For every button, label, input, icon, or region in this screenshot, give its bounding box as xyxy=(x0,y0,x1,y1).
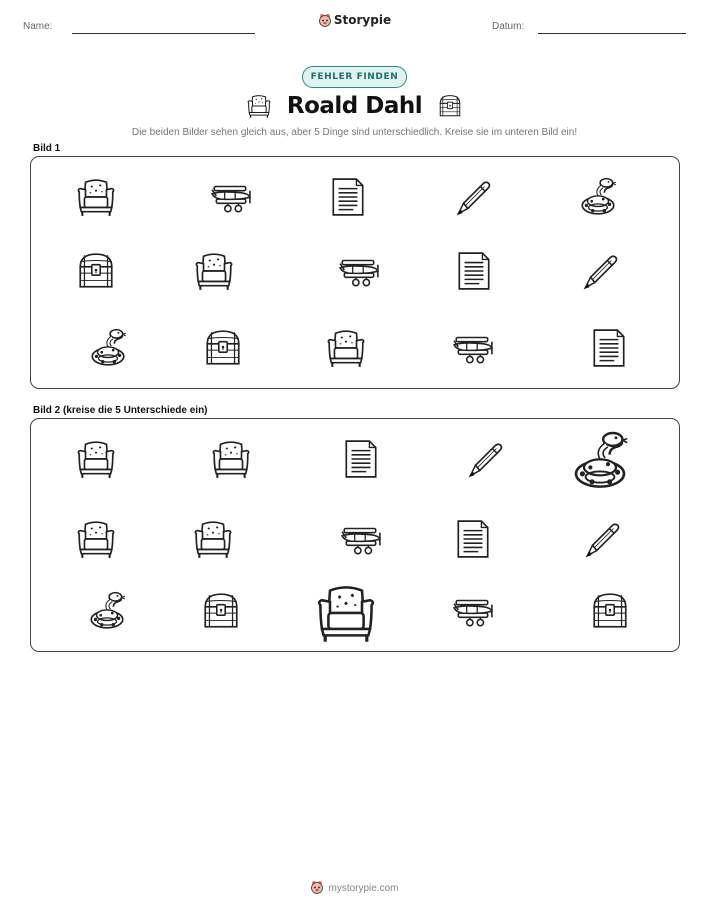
picture2-panel[interactable] xyxy=(30,418,680,652)
treasure-chest-icon[interactable] xyxy=(75,250,117,292)
brand-logo xyxy=(0,13,709,27)
document-icon[interactable] xyxy=(340,438,382,480)
pencil-icon[interactable] xyxy=(580,250,622,292)
armchair-icon[interactable] xyxy=(210,438,252,480)
picture1-label: Bild 1 xyxy=(33,143,61,154)
pencil-icon[interactable] xyxy=(465,438,507,480)
storypie-mascot-icon xyxy=(318,13,332,27)
page-title: Roald Dahl xyxy=(286,93,423,119)
armchair-icon[interactable] xyxy=(75,438,117,480)
armchair-icon[interactable] xyxy=(325,327,367,369)
date-label: Datum: xyxy=(492,21,525,32)
treasure-chest-icon[interactable] xyxy=(589,590,631,632)
instructions: Die beiden Bilder sehen gleich aus, aber 5 Dinge sind unterschiedlich. Kreise sie im unteren Bild ein! xyxy=(131,127,578,138)
snake-icon[interactable] xyxy=(86,590,128,632)
snake-icon[interactable] xyxy=(577,176,619,218)
pencil-icon[interactable] xyxy=(453,176,495,218)
biplane-icon[interactable] xyxy=(338,250,380,292)
picture2-label: Bild 2 (kreise die 5 Unterschiede ein) xyxy=(33,405,208,416)
name-line[interactable] xyxy=(72,33,255,34)
biplane-icon[interactable] xyxy=(452,327,494,369)
snake-icon[interactable] xyxy=(568,429,632,493)
document-icon[interactable] xyxy=(453,250,495,292)
document-icon[interactable] xyxy=(588,327,630,369)
document-icon[interactable] xyxy=(327,176,369,218)
name-label: Name: xyxy=(23,21,53,32)
brand-name: Storypie xyxy=(333,13,392,27)
treasure-chest-icon[interactable] xyxy=(202,327,244,369)
activity-badge: FEHLER FINDEN xyxy=(302,66,407,88)
snake-icon[interactable] xyxy=(87,327,129,369)
treasure-chest-icon[interactable] xyxy=(200,590,242,632)
footer-url[interactable]: mystorypie.com xyxy=(328,883,399,894)
armchair-icon[interactable] xyxy=(314,581,378,645)
footer xyxy=(0,880,709,894)
picture1-panel[interactable] xyxy=(30,156,680,389)
armchair-icon[interactable] xyxy=(192,518,234,560)
biplane-icon[interactable] xyxy=(210,176,252,218)
pencil-icon[interactable] xyxy=(582,518,624,560)
armchair-icon[interactable] xyxy=(75,176,117,218)
treasure-chest-icon xyxy=(436,93,464,119)
document-icon[interactable] xyxy=(452,518,494,560)
biplane-icon[interactable] xyxy=(340,518,382,560)
armchair-icon[interactable] xyxy=(193,250,235,292)
biplane-icon[interactable] xyxy=(452,590,494,632)
date-line[interactable] xyxy=(538,33,686,34)
armchair-icon[interactable] xyxy=(75,518,117,560)
storypie-mascot-icon xyxy=(310,880,324,894)
